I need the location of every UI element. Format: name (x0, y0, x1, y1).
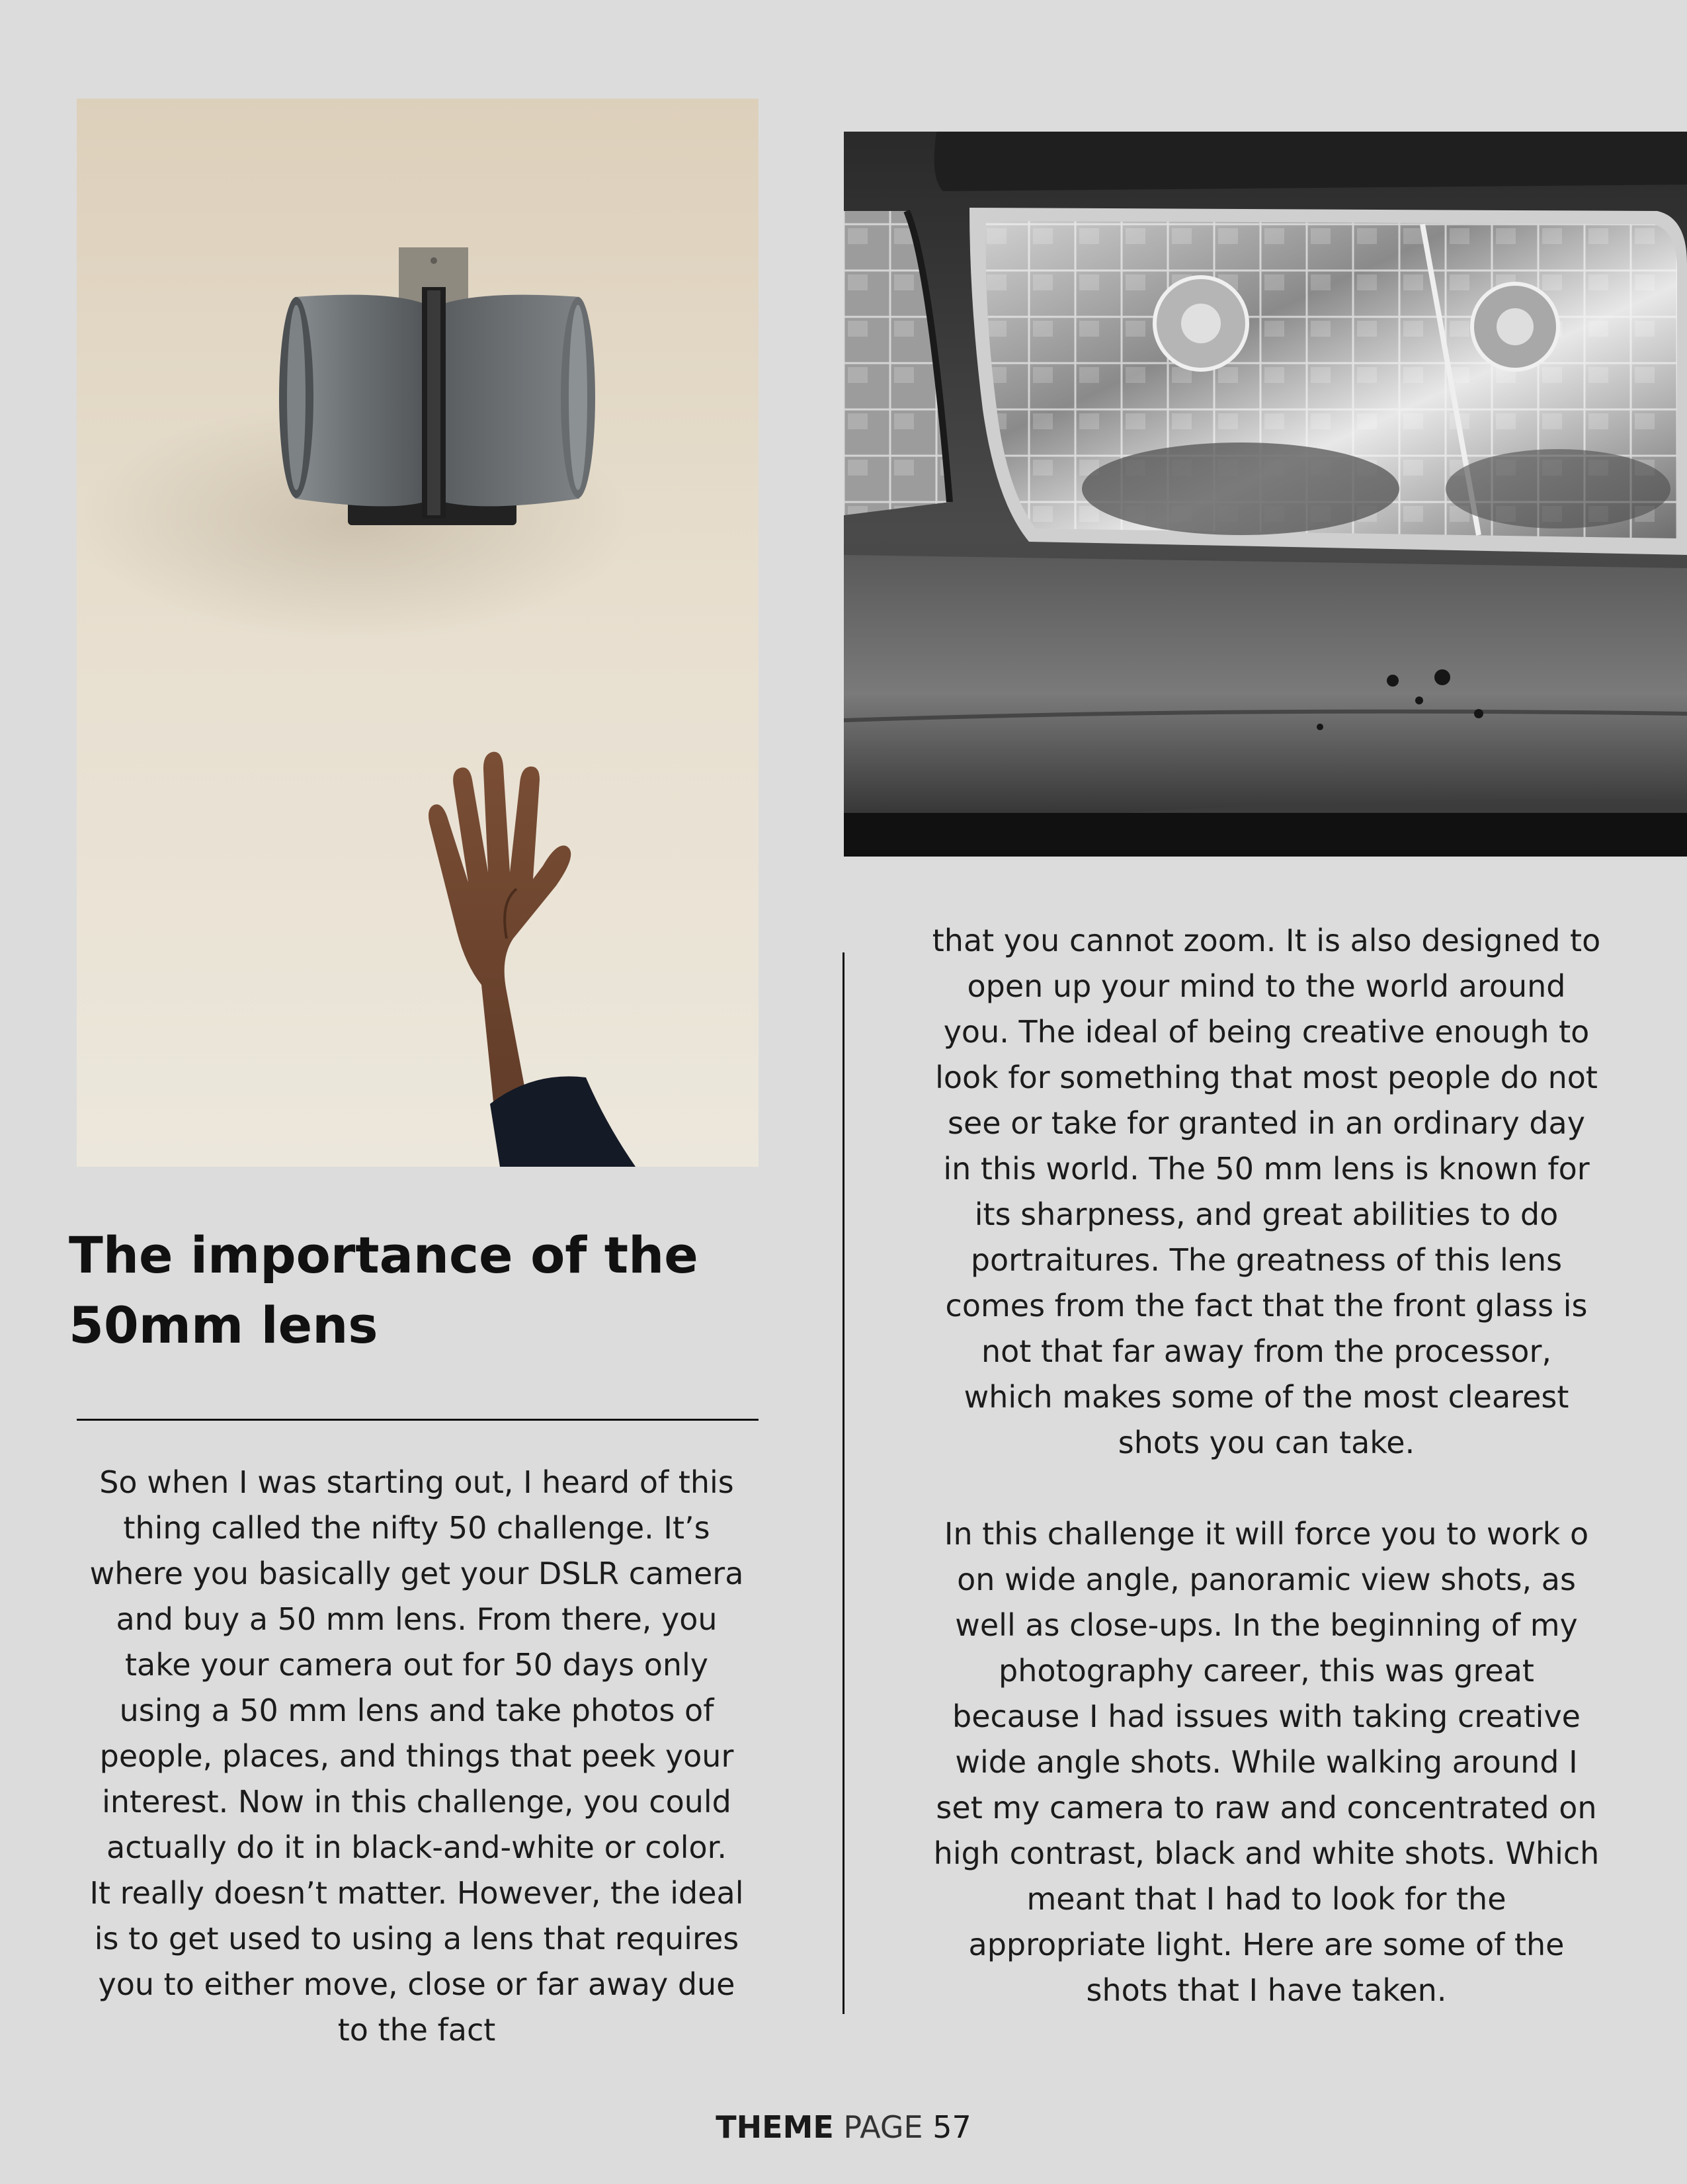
footer-brand: THEME (716, 2109, 834, 2145)
article-title-line: The importance of the (69, 1226, 698, 1284)
text-line: So when I was starting out, I heard of this (99, 1464, 734, 1500)
car-headlight-bw-photo-icon (844, 132, 1687, 857)
text-line: which makes some of the most clearest (964, 1379, 1569, 1415)
page-footer (0, 2105, 1687, 2149)
text-line: open up your mind to the world around (967, 968, 1566, 1004)
text-line: In this challenge it will force you to work o (944, 1516, 1589, 1552)
text-line: interest. Now in this challenge, you could (102, 1784, 731, 1820)
text-line: photography career, this was great (999, 1653, 1534, 1689)
text-line: wide angle shots. While walking around I (955, 1744, 1578, 1780)
text-line: thing called the nifty 50 challenge. It’s (123, 1510, 710, 1546)
text-line: because I had issues with taking creative (952, 1699, 1581, 1734)
column-divider (843, 952, 844, 2014)
wall-speaker-and-hand-photo (77, 99, 759, 1167)
right-column-text-b (880, 1511, 1653, 2013)
text-line: look for something that most people do not (935, 1060, 1598, 1095)
footer-page-number: 57 (932, 2109, 971, 2145)
article-title-line: 50mm lens (69, 1296, 378, 1355)
left-column-text (66, 1460, 767, 2053)
text-line: actually do it in black-and-white or color. (106, 1829, 727, 1865)
text-line: is to get used to using a lens that requires (94, 1921, 739, 1956)
text-line: shots that I have taken. (1086, 1972, 1447, 2008)
text-line: shots you can take. (1118, 1425, 1415, 1460)
text-line: in this world. The 50 mm lens is known for (943, 1151, 1590, 1187)
text-line: people, places, and things that peek your (99, 1738, 734, 1774)
text-line: that you cannot zoom. It is also designed to (932, 923, 1601, 958)
text-line: its sharpness, and great abilities to do (974, 1197, 1559, 1232)
text-line: comes from the fact that the front glass is (945, 1288, 1588, 1323)
text-line: meant that I had to look for the (1026, 1881, 1506, 1917)
wall-speaker-and-hand-photo-icon (77, 99, 759, 1167)
text-line: to the fact (337, 2012, 496, 2048)
title-divider (77, 1419, 759, 1421)
car-headlight-bw-photo (844, 132, 1687, 857)
text-line: you. The ideal of being creative enough to (943, 1014, 1590, 1050)
text-line: portraitures. The greatness of this lens (970, 1242, 1563, 1278)
text-line: see or take for granted in an ordinary day (948, 1105, 1585, 1141)
text-line: take your camera out for 50 days only (125, 1647, 708, 1683)
text-line: on wide angle, panoramic view shots, as (957, 1562, 1576, 1597)
text-line: set my camera to raw and concentrated on (936, 1790, 1597, 1826)
text-line: using a 50 mm lens and take photos of (119, 1693, 714, 1728)
right-column-text-a (880, 918, 1653, 1466)
article-title (69, 1220, 757, 1361)
text-line: high contrast, black and white shots. Which (933, 1835, 1600, 1871)
text-line: and buy a 50 mm lens. From there, you (116, 1601, 718, 1637)
text-line: not that far away from the processor, (981, 1333, 1551, 1369)
text-line: It really doesn’t matter. However, the ideal (89, 1875, 744, 1911)
footer-page-word: PAGE (843, 2109, 923, 2145)
text-line: where you basically get your DSLR camera (89, 1556, 744, 1591)
text-line: you to either move, close or far away due (98, 1966, 735, 2002)
text-line: well as close-ups. In the beginning of my (955, 1607, 1578, 1643)
text-line: appropriate light. Here are some of the (968, 1927, 1565, 1962)
